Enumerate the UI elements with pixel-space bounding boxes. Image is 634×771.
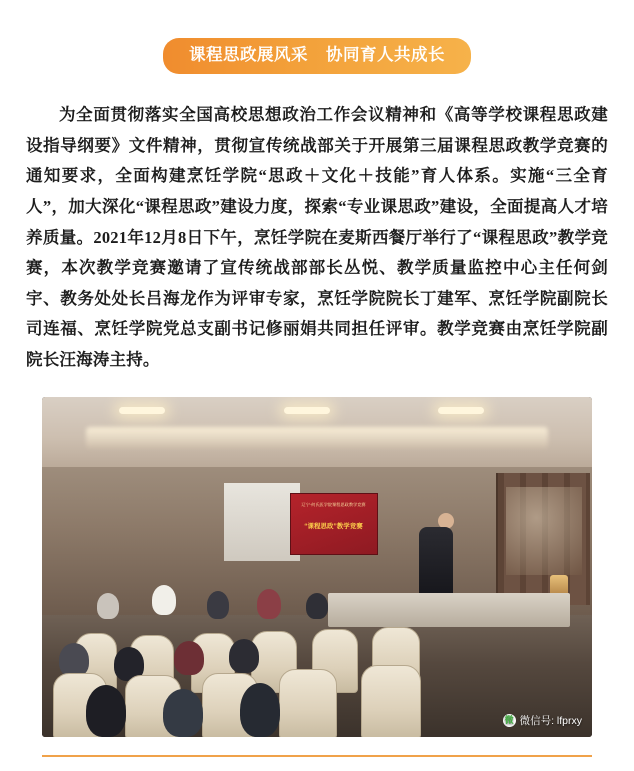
banner-title-right: 协同育人共成长 [326,46,445,64]
photo-whiteboard [224,483,300,561]
audience-chair [361,665,421,737]
watermark-text: 微信号: lfprxy [519,715,582,728]
screen-line-2: “课程思政”教学竞赛 [304,523,363,531]
audience-person [163,689,203,737]
title-banner-container [0,0,634,74]
audience-person [229,639,259,673]
presentation-screen [290,493,378,555]
judges-table [328,593,570,627]
title-banner [163,38,471,74]
audience-person [97,593,119,619]
audience-person [257,589,281,619]
audience-person [306,593,328,619]
audience-person [207,591,229,619]
photo-room-partition [496,473,590,605]
banner-title-left: 课程思政展风采 [189,46,308,64]
ceiling-light-3 [438,407,484,414]
photo-container [42,397,592,737]
event-photo [42,397,592,737]
screen-line-1: 辽宁·何氏医学院课程思政教学竞赛 [301,502,366,508]
audience-person [152,585,176,615]
article-body [26,100,608,375]
watermark [503,713,582,728]
ceiling-light-2 [284,407,330,414]
wechat-icon: 微 [504,715,514,726]
audience-person [59,643,89,677]
audience-person [240,683,280,737]
audience-chair [279,669,337,737]
audience-person [174,641,204,675]
bottom-divider [42,755,592,757]
article-paragraph: 为全面贯彻落实全国高校思想政治工作会议精神和《高等学校课程思政建设指导纲要》文件精神，贯彻宣传统战部关于开展第三届课程思政教学竞赛的通知要求，全面构建烹饪学院“思政＋文化＋技能”育人体系。实施“三全育人”，加大深化“课程思政”建设力度，探索“专业课思政”建设，全面提高人才培养质量。2021年12月8日下午，烹饪学院在麦斯西餐厅举行了“课程思政”教学竞赛，本次教学竞赛邀请了宣传统战部部长丛悦、教学质量监控中心主任何剑宇、教务处处长吕海龙作为评审专家，烹饪学院院长丁建军、烹饪学院副院长司连福、烹饪学院党总支副书记修丽娟共同担任评审。教学竞赛由烹饪学院副院长汪海涛主持。 [26,105,608,369]
audience-person [86,685,126,737]
ceiling-light-1 [119,407,165,414]
speaker-body [419,527,453,601]
